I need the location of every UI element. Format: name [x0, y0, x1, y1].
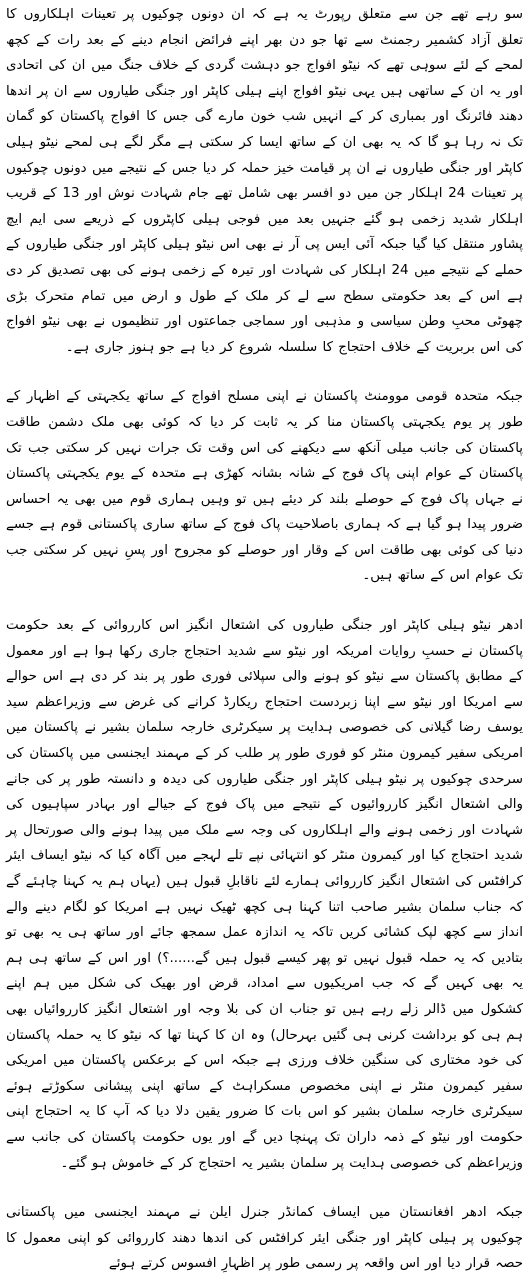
article-paragraph-2: جبکہ متحدہ قومی موومنٹ پاکستان نے اپنی مسلح افواج کے ساتھ یکجہتی کے اظہار کے طور پر یوم یکجہتی پاکستان منا کر یہ ثابت کر دیا کہ کوئی بھی ملک دشمن طاقت پاکستان کی جانب میلی آنکھ سے دیکھنے کی اس وقت تک جرات نہیں کر سکتی جب تک پاکستان کے عوام اپنی پاک فوج کے شانہ بشانہ کھڑی ہے متحدہ کے یوم یکجہتی پاکستان نے جہاں پاک فوج کے حوصلے بلند کر دیئے ہیں تو وہیں ہماری قوم میں بھی یہ احساس ضرور پیدا ہو گیا ہے کہ ہماری باصلاحیت پاک فوج کے ساتھ ساری پاکستانی قوم ہے جسے دنیا کی کوئی بھی طاقت اس کے وقار اور حوصلے کو مجروح اور پسِ نہیں کر سکتی جب تک عوام اس کے ساتھ ہیں۔ [6, 389, 523, 584]
article-paragraph-3: ادھر نیٹو ہیلی کاپٹر اور جنگی طیاروں کی اشتعال انگیز اس کارروائی کے بعد حکومت پاکستان نے حسبِ روایات امریکہ اور نیٹو سے شدید احتجاج جاری رکھا ہوا ہے اور معمول کے مطابق پاکستان سے نیٹو کو ہونے والی سپلائی فوری طور پر بند کر دی ہے اس حوالے سے امریکا اور نیٹو سے اپنا زبردست احتجاج ریکارڈ کرانے کی غرض سے وزیراعظم سید یوسف رضا گیلانی کی خصوصی ہدایت پر سیکرٹری خارجہ سلمان بشیر نے پاکستان میں امریکی سفیر کیمرون منٹر کو فوری طور پر طلب کر کے مہمند ایجنسی میں پاکستان کی سرحدی چوکیوں پر نیٹو ہیلی کاپٹر اور جنگی طیاروں کی دیدہ و دانستہ طور پر کی جانے والی اشتعال انگیز کارروائیوں کے نتیجے میں پاک فوج کے جیالے اور بہادر سپاہیوں کی شہادت اور زخمی ہونے والے اہلکاروں کی وجہ سے ملک میں پیدا ہونے والی صورتحال پر شدید احتجاج کیا اور کیمرون منٹر کو انتہائی نپے تلے لہجے میں آگاہ کیا کہ نیٹو ایساف ایئر کرافٹس کی اشتعال انگیز کارروائی ہمارے لئے ناقابلِ قبول ہیں (یہاں ہم یہ کہنا چاہئے گے کہ جناب سلمان بشیر صاحب اتنا کہنا ہی کچھ ٹھیک نہیں ہے امریکا کو لگام دینے والے انداز سے کچھ لپک کشائی کریں تاکہ یہ اندازہ عمل سمجھ جائے اور ساتھ ہی یہ بھی تو بتادیں کہ یہ حملہ قبول نہیں تو پھر کیسے قبول ہیں گے......؟) اور اس کے ساتھ ہی ہم یہ بھی کہیں گے کہ جب امریکیوں سے امداد، قرض اور بھیک کی شکل میں ہم اپنے کشکول میں ڈالر زلے رہے ہیں تو جناب ان کی بلا وجہ اور اشتعال انگیز کارروائیاں بھی ہم ہی کو برداشت کرنی ہی گئیں بہرحال) وہ ان کا کہنا تھا کہ نیٹو کا یہ حملہ پاکستان کی خود مختاری کی سنگین خلاف ورزی ہے جبکہ اس کے برعکس پاکستان میں امریکی سفیر کیمرون منٹر نے اپنی مخصوص مسکراہٹ کے ساتھ اپنی پیشانی سکوڑتے ہوئے سیکرٹری خارجہ سلمان بشیر کو اس بات کا ضرور یقین دلا دیا کہ آپ کا یہ احتجاج اپنی حکومت اور نیٹو کے ذمہ داران تک پہنچا دیں گے اور یوں حکومت پاکستان کی جانب سے وزیراعظم کی خصوصی ہدایت پر سلمان بشیر یہ احتجاج کر کے خاموش ہو گئے۔ [6, 618, 523, 1171]
article-paragraph-4: جبکہ ادھر افغانستان میں ایساف کمانڈر جنرل ایلن نے مہمند ایجنسی میں پاکستانی چوکیوں پر ہیلی کاپٹر اور جنگی ایئر کرافٹس کی اندھا دھند کارروائی کو اپنی معمول کا حصہ قرار دیا اور اس واقعہ پر رسمی طور پر اظہارِ افسوس کرتے ہوئے [6, 1205, 523, 1272]
article-paragraph-1: سو رہے تھے جن سے متعلق رپورٹ یہ ہے کہ ان دونوں چوکیوں پر تعینات اہلکاروں کا تعلق آزاد کشمیر رجمنٹ سے تھا جو دن بھر اپنے فرائض انجام دینے کے بعد رات کے کچھ لمحے کے لئے سوہی تھے کہ نیٹو افواج جو دہشت گردی کے خلاف جنگ میں ان کی اتحادی اور یہ ان کے ساتھی ہیں یہی نیٹو افواج اپنے ہیلی کاپٹر اور جنگی طیاروں سے ان پر اندھا دھند فائرنگ اور بمباری کر کے انہیں شب خون مارے گی جس کا افواج پاکستان کو گمان تک نہ رہا ہو گا کہ یہ بھی ان کے ساتھ ایسا کر سکتی ہے مگر لگے ہی لمحے نیٹو ہیلی کاپٹر اور جنگی طیاروں نے ان پر قیامت خیز حملہ کر دیا جس کے نتیجے میں دونوں چوکیوں پر تعینات 24 اہلکار جن میں دو افسر بھی شامل تھے جام شہادت نوش اور 13 کے قریب اہلکار شدید زخمی ہو گئے جنہیں بعد میں فوجی ہیلی کاپٹروں کے ذریعے سی ایم ایچ پشاور منتقل کیا گیا جبکہ آئی ایس پی آر نے بھی اس نیٹو ہیلی کاپٹر اور جنگی طیاروں کے حملے کے نتیجے میں 24 اہلکار کی شہادت اور تیرہ کے زخمی ہونے کی بھی تصدیق کر دی ہے اس کے بعد حکومتی سطح سے لے کر ملک کے طول و ارض میں تمام متحرک بڑی چھوٹی محبِ وطن سیاسی و مذہبی اور سماجی جماعتوں اور تنظیموں نے بھی نیٹو افواج کی اس بربریت کے خلاف احتجاج کا سلسلہ شروع کر دیا ہے جو ہنوز جاری ہے۔ [6, 7, 523, 355]
